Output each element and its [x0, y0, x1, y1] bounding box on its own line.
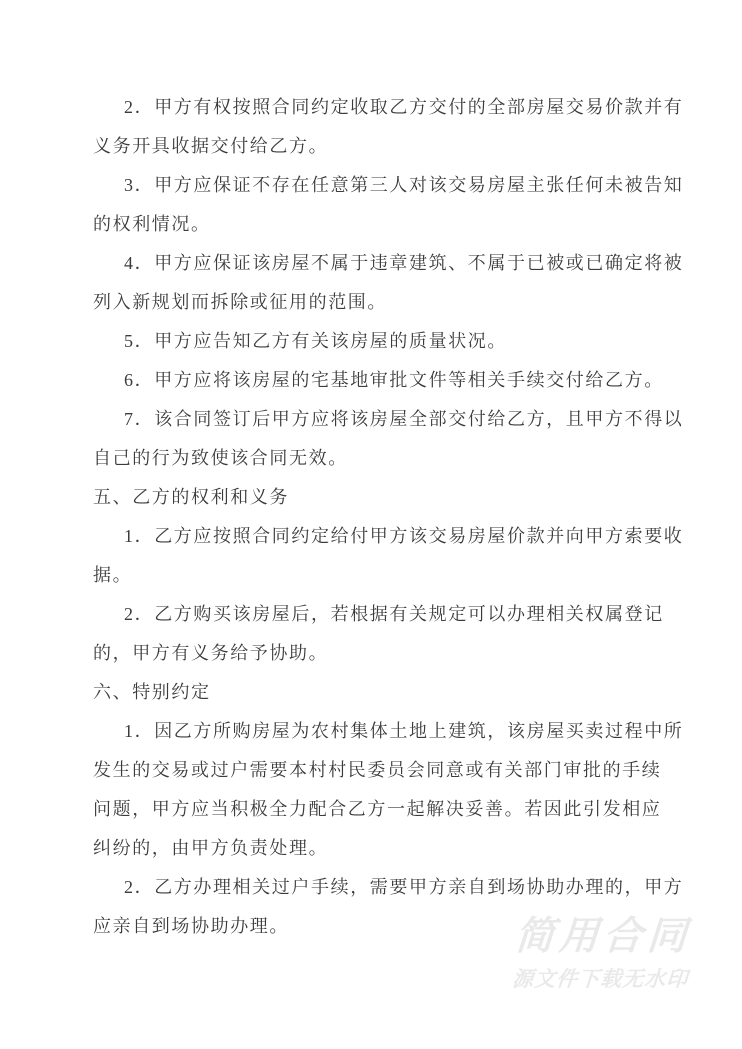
contract-line: 1．因乙方所购房屋为农村集体土地上建筑，该房屋买卖过程中所	[124, 721, 684, 741]
contract-line: 3．甲方应保证不存在任意第三人对该交易房屋主张任何未被告知	[124, 175, 684, 195]
contract-line: 7．该合同签订后甲方应将该房屋全部交付给乙方，且甲方不得以	[124, 409, 684, 429]
contract-line: 2．甲方有权按照合同约定收取乙方交付的全部房屋交易价款并有	[124, 97, 684, 117]
watermark	[511, 916, 692, 992]
section-heading: 五、乙方的权利和义务	[93, 487, 289, 507]
contract-line: 发生的交易或过户需要本村村民委员会同意或有关部门审批的手续	[93, 760, 662, 780]
contract-line: 2．乙方办理相关过户手续，需要甲方亲自到场协助办理的，甲方	[124, 877, 684, 897]
contract-line: 自己的行为致使该合同无效。	[93, 448, 348, 468]
contract-line: 纠纷的，由甲方负责处理。	[93, 838, 329, 858]
watermark-subtitle: 源文件下载无水印	[511, 968, 690, 991]
contract-line: 问题，甲方应当积极全力配合乙方一起解决妥善。若因此引发相应	[93, 799, 662, 819]
contract-line: 的，甲方有义务给予协助。	[93, 643, 329, 663]
contract-line: 1．乙方应按照合同约定给付甲方该交易房屋价款并向甲方索要收	[124, 526, 684, 546]
contract-line: 应亲自到场协助办理。	[93, 916, 289, 936]
contract-line: 4．甲方应保证该房屋不属于违章建筑、不属于已被或已确定将被	[124, 253, 684, 273]
contract-line: 的权利情况。	[93, 214, 211, 234]
contract-line: 2．乙方购买该房屋后，若根据有关规定可以办理相关权属登记	[124, 604, 664, 624]
section-heading: 六、特别约定	[93, 682, 211, 702]
contract-line: 列入新规划而拆除或征用的范围。	[93, 292, 387, 312]
contract-body	[93, 88, 705, 946]
contract-line: 义务开具收据交付给乙方。	[93, 136, 329, 156]
contract-line: 5．甲方应告知乙方有关该房屋的质量状况。	[124, 331, 507, 351]
watermark-title: 简用合同	[513, 915, 693, 958]
contract-line: 据。	[93, 565, 133, 585]
contract-line: 6．甲方应将该房屋的宅基地审批文件等相关手续交付给乙方。	[124, 370, 664, 390]
